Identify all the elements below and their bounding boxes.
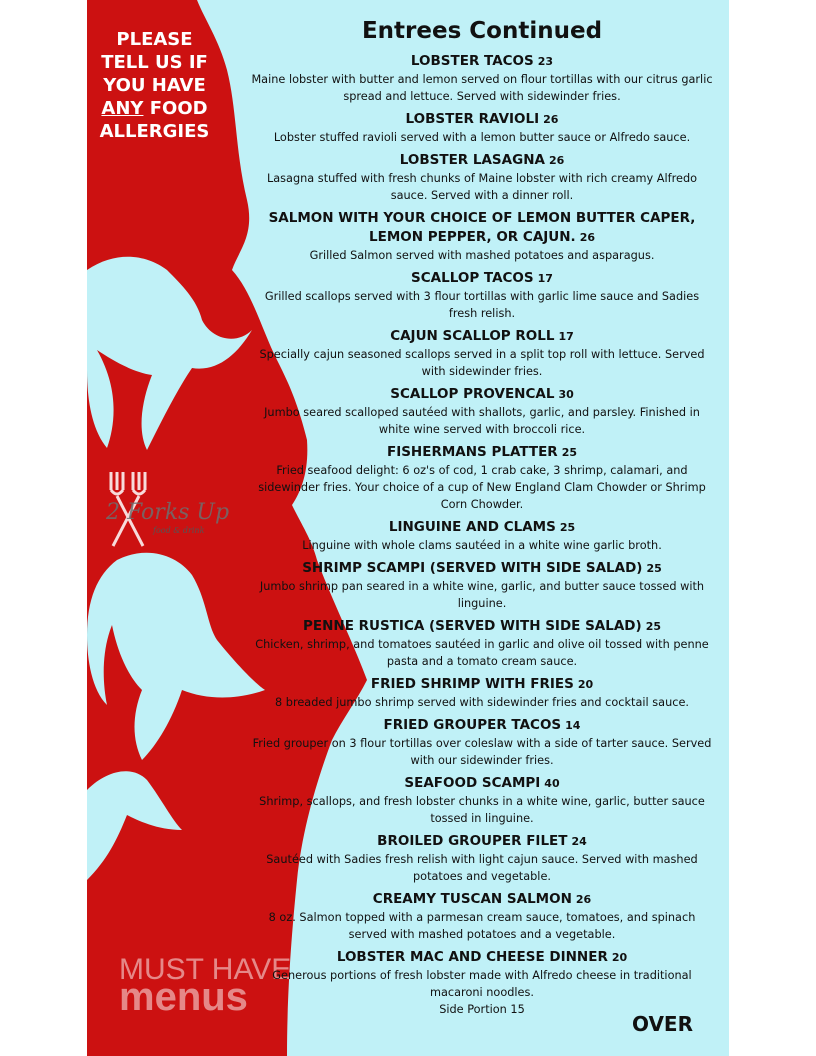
menu-item-description: Generous portions of fresh lobster made with Alfredo cheese in traditional macaroni noodles. [272, 969, 692, 999]
allergy-notice [87, 28, 222, 143]
menu-item-price: 26 [548, 154, 565, 167]
allergy-line-1: PLEASE [116, 29, 193, 50]
menu-item-description: Grilled scallops served with 3 flour tortillas with garlic lime sauce and Sadies fresh relish. [264, 290, 700, 320]
menu-item-description: Maine lobster with butter and lemon served on flour tortillas with our citrus garlic spread and lettuce. Served with sidewinder fries. [251, 73, 713, 103]
menu-item-description: Grilled Salmon served with mashed potatoes and asparagus. [309, 249, 655, 262]
menu-item-name [247, 617, 717, 636]
menu-item-price: 26 [543, 113, 559, 126]
menu-item [247, 209, 717, 264]
logo-subtitle: food & drink [153, 526, 205, 535]
menu-item-title: FRIED SHRIMP WITH FRIES [370, 676, 574, 692]
menu-item [247, 151, 717, 204]
menu-item-description: 8 oz. Salmon topped with a parmesan cream sauce, tomatoes, and spinach served with mashed potatoes and a vegetable. [268, 911, 696, 941]
menu-item-title: LOBSTER TACOS [410, 53, 534, 69]
menu-page [87, 0, 729, 1056]
watermark-line-2: menus [119, 975, 248, 1019]
menu-item-title: FISHERMANS PLATTER [386, 444, 558, 460]
menu-item-name [247, 385, 717, 404]
menu-item [247, 832, 717, 885]
allergy-line-4 [87, 97, 222, 120]
menu-item [247, 52, 717, 105]
page-title: Entrees Continued [361, 18, 603, 44]
menu-item-title: SALMON WITH YOUR CHOICE OF LEMON BUTTER CAPER, LEMON PEPPER, OR CAJUN. [268, 210, 696, 245]
menu-item-name [247, 327, 717, 346]
menu-item-name [247, 948, 717, 967]
menu-item-name [247, 269, 717, 288]
menu-item-description: Sautéed with Sadies fresh relish with light cajun sauce. Served with mashed potatoes and vegetable. [266, 853, 698, 883]
menu-item-list [247, 52, 717, 1018]
menu-item-price: 26 [579, 231, 595, 244]
menu-item [247, 110, 717, 146]
menu-item-description: Lasagna stuffed with fresh chunks of Maine lobster with rich creamy Alfredo sauce. Served with a dinner roll. [266, 172, 698, 202]
over-label: OVER [631, 1012, 693, 1036]
menu-item-name [247, 716, 717, 735]
menu-item-extra: Side Portion 15 [439, 1003, 525, 1016]
menu-item-price: 40 [544, 777, 560, 790]
menu-item-description: Lobster stuffed ravioli served with a lemon butter sauce or Alfredo sauce. [273, 131, 691, 144]
menu-item-title: SHRIMP SCAMPI (SERVED WITH SIDE SALAD) [302, 560, 643, 576]
menu-item-price: 24 [571, 835, 587, 848]
restaurant-logo [101, 470, 231, 550]
allergy-line-5: ALLERGIES [99, 121, 210, 142]
menu-item-name [247, 559, 717, 578]
menu-item-description: 8 breaded jumbo shrimp served with sidewinder fries and cocktail sauce. [275, 696, 689, 709]
menu-item-name [247, 209, 717, 247]
menu-item [247, 385, 717, 438]
menu-item-name [247, 443, 717, 462]
watermark-line-1: MUST HAVE [119, 953, 292, 986]
menu-item-price: 23 [537, 55, 554, 68]
menu-item-price: 20 [577, 678, 594, 691]
menu-item-price: 25 [559, 521, 576, 534]
menu-item-description: Fried grouper on 3 flour tortillas over coleslaw with a side of tarter sauce. Served with our sidewinder fries. [252, 737, 712, 767]
menu-item [247, 774, 717, 827]
menu-item-title: PENNE RUSTICA (SERVED WITH SIDE SALAD) [303, 618, 642, 634]
menu-item-price: 17 [558, 330, 574, 343]
menu-item-title: FRIED GROUPER TACOS [383, 717, 562, 733]
menu-item-title: SCALLOP TACOS [411, 270, 534, 286]
menu-item [247, 327, 717, 380]
menu-item-title: CREAMY TUSCAN SALMON [372, 891, 572, 907]
menu-item-name [247, 151, 717, 170]
menu-item-title: LINGUINE AND CLAMS [388, 519, 556, 535]
allergy-line-3: YOU HAVE [103, 75, 206, 96]
menu-content [247, 18, 717, 1023]
menu-item-name [247, 110, 717, 129]
menu-item-title: SEAFOOD SCAMPI [404, 775, 541, 791]
menu-item [247, 890, 717, 943]
menu-item [247, 716, 717, 769]
menu-item-description: Shrimp, scallops, and fresh lobster chunks in a white wine, garlic, butter sauce tossed in linguine. [259, 795, 705, 825]
menu-item-name [247, 518, 717, 537]
menu-item-price: 26 [575, 893, 592, 906]
menu-item-name [247, 832, 717, 851]
menu-item-name [247, 890, 717, 909]
menu-item-description: Linguine with whole clams sautéed in a white wine garlic broth. [302, 539, 662, 552]
menu-item-title: SCALLOP PROVENCAL [390, 386, 555, 402]
menu-item-price: 25 [646, 562, 662, 575]
menu-item-name [247, 675, 717, 694]
menu-item-price: 30 [558, 388, 574, 401]
allergy-line-2: TELL US IF [101, 52, 208, 73]
menu-item [247, 948, 717, 1018]
menu-item-title: LOBSTER LASAGNA [399, 152, 545, 168]
menu-item-title: LOBSTER MAC AND CHEESE DINNER [336, 949, 608, 965]
menu-item-title: CAJUN SCALLOP ROLL [390, 328, 555, 344]
menu-item-description: Jumbo shrimp pan seared in a white wine, garlic, and butter sauce tossed with linguine. [259, 580, 705, 610]
menu-item-name [247, 774, 717, 793]
menu-item [247, 518, 717, 554]
menu-item-description: Fried seafood delight: 6 oz's of cod, 1 crab cake, 3 shrimp, calamari, and sidewinder fries. Your choice of a cup of New England Clam Chowder or Shrimp Corn Chowder. [258, 464, 706, 511]
menu-item-title: LOBSTER RAVIOLI [405, 111, 540, 127]
menu-item-price: 20 [611, 951, 628, 964]
logo-wordmark: 2 Forks Up [106, 500, 230, 525]
menu-item [247, 559, 717, 612]
menu-item-description: Jumbo seared scalloped sautéed with shallots, garlic, and parsley. Finished in white wine served with broccoli rice. [264, 406, 700, 436]
menu-item-price: 14 [565, 719, 581, 732]
menu-item-title: BROILED GROUPER FILET [377, 833, 568, 849]
menu-item-description: Chicken, shrimp, and tomatoes sautéed in garlic and olive oil tossed with penne pasta and a tomato cream sauce. [255, 638, 709, 668]
allergy-food-word: FOOD [149, 98, 208, 119]
menu-item-name [247, 52, 717, 71]
menu-item-description: Specially cajun seasoned scallops served in a split top roll with lettuce. Served with sidewinder fries. [259, 348, 705, 378]
menu-item [247, 443, 717, 513]
menu-item [247, 617, 717, 670]
menu-item-price: 17 [537, 272, 553, 285]
menu-item-price: 25 [645, 620, 661, 633]
allergy-any-underlined: ANY [101, 98, 144, 119]
menu-item-price: 25 [561, 446, 578, 459]
menu-item [247, 269, 717, 322]
menu-item [247, 675, 717, 711]
